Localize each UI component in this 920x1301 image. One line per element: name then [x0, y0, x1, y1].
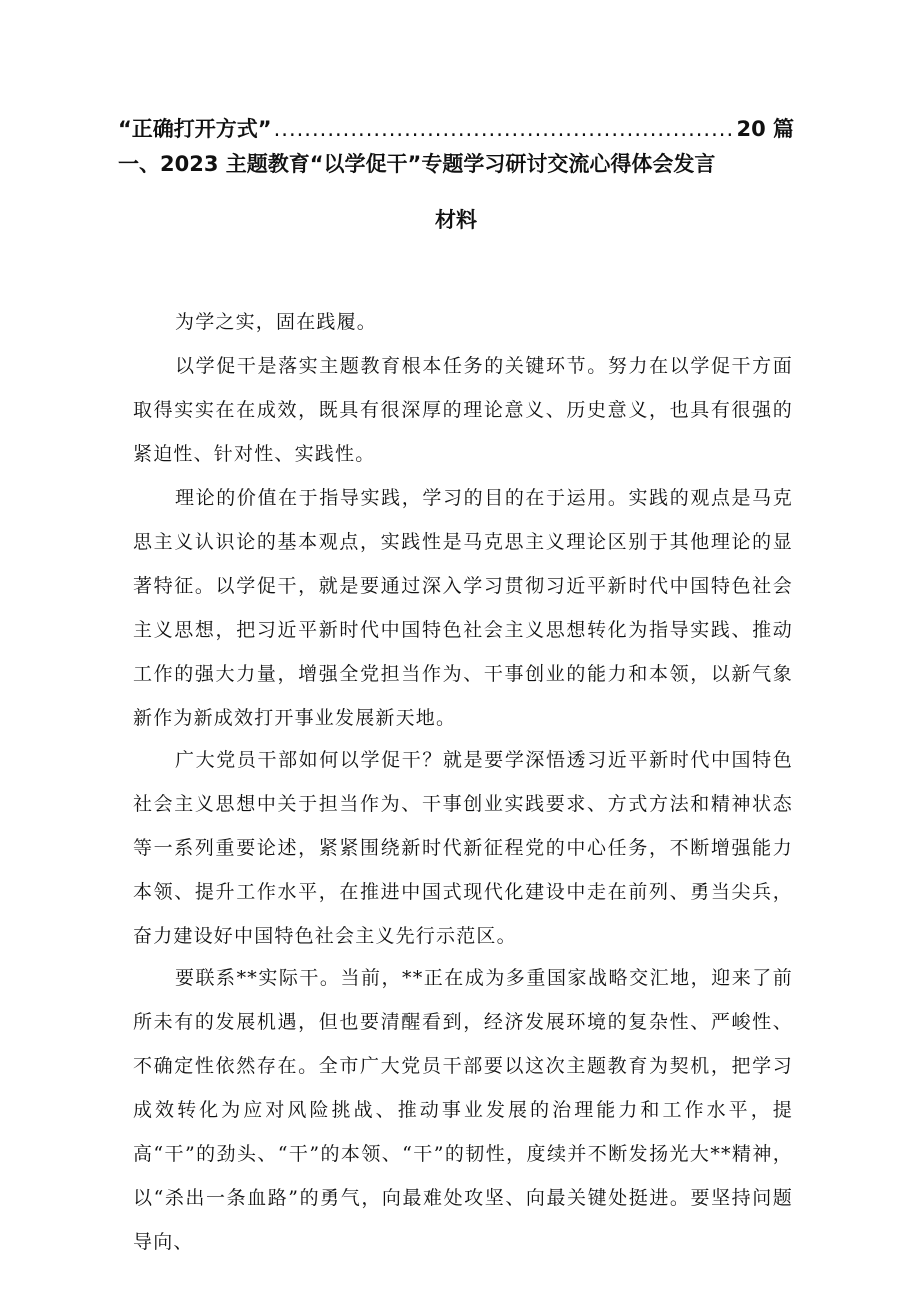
- body-paragraph: 为学之实，固在践履。: [175, 311, 378, 333]
- toc-entry-page: 20 篇: [736, 117, 794, 141]
- section-heading-continued: 材料: [435, 208, 477, 232]
- toc-entry: [118, 113, 794, 143]
- body-paragraph: 广大党员干部如何以学促干？就是要学深悟透习近平新时代中国特色社会主义思想中关于担当作为、干事创业实践要求、方式方法和精神状态等一系列重要论述，紧紧围绕新时代新征程党的中心任务，不断增强能力本领、提升工作水平，在推进中国式现代化建设中走在前列、勇当尖兵，奋力建设好中国特色社会主义先行示范区。: [133, 749, 793, 947]
- body-paragraph: 理论的价值在于指导实践，学习的目的在于运用。实践的观点是马克思主义认识论的基本观点，实践性是马克思主义理论区别于其他理论的显著特征。以学促干，就是要通过深入学习贯彻习近平新时代中国特色社会主义思想，把习近平新时代中国特色社会主义思想转化为指导实践、推动工作的强大力量，增强全党担当作为、干事创业的能力和本领，以新气象新作为新成效打开事业发展新天地。: [133, 487, 793, 729]
- body-paragraph: 要联系**实际干。当前，**正在成为多重国家战略交汇地，迎来了前所未有的发展机遇，但也要清醒看到，经济发展环境的复杂性、严峻性、不确定性依然存在。全市广大党员干部要以这次主题教育为契机，把学习成效转化为应对风险挑战、推动事业发展的治理能力和工作水平，提高“干”的劲头、“干”的本领、“干”的韧性，度续并不断发扬光大**精神，以“杀出一条血路”的勇气，向最难处攻坚、向最关键处挺进。要坚持问题导向、: [133, 967, 793, 1253]
- toc-entry-title: “正确打开方式”: [118, 117, 272, 141]
- body-paragraph: 以学促干是落实主题教育根本任务的关键环节。努力在以学促干方面取得实实在在成效，既具有很深厚的理论意义、历史意义，也具有很强的紧迫性、针对性、实践性。: [133, 355, 793, 465]
- toc-leader-dots: [274, 117, 735, 141]
- section-heading: 一、2023 主题教育“以学促干”专题学习研讨交流心得体会发言: [118, 152, 716, 176]
